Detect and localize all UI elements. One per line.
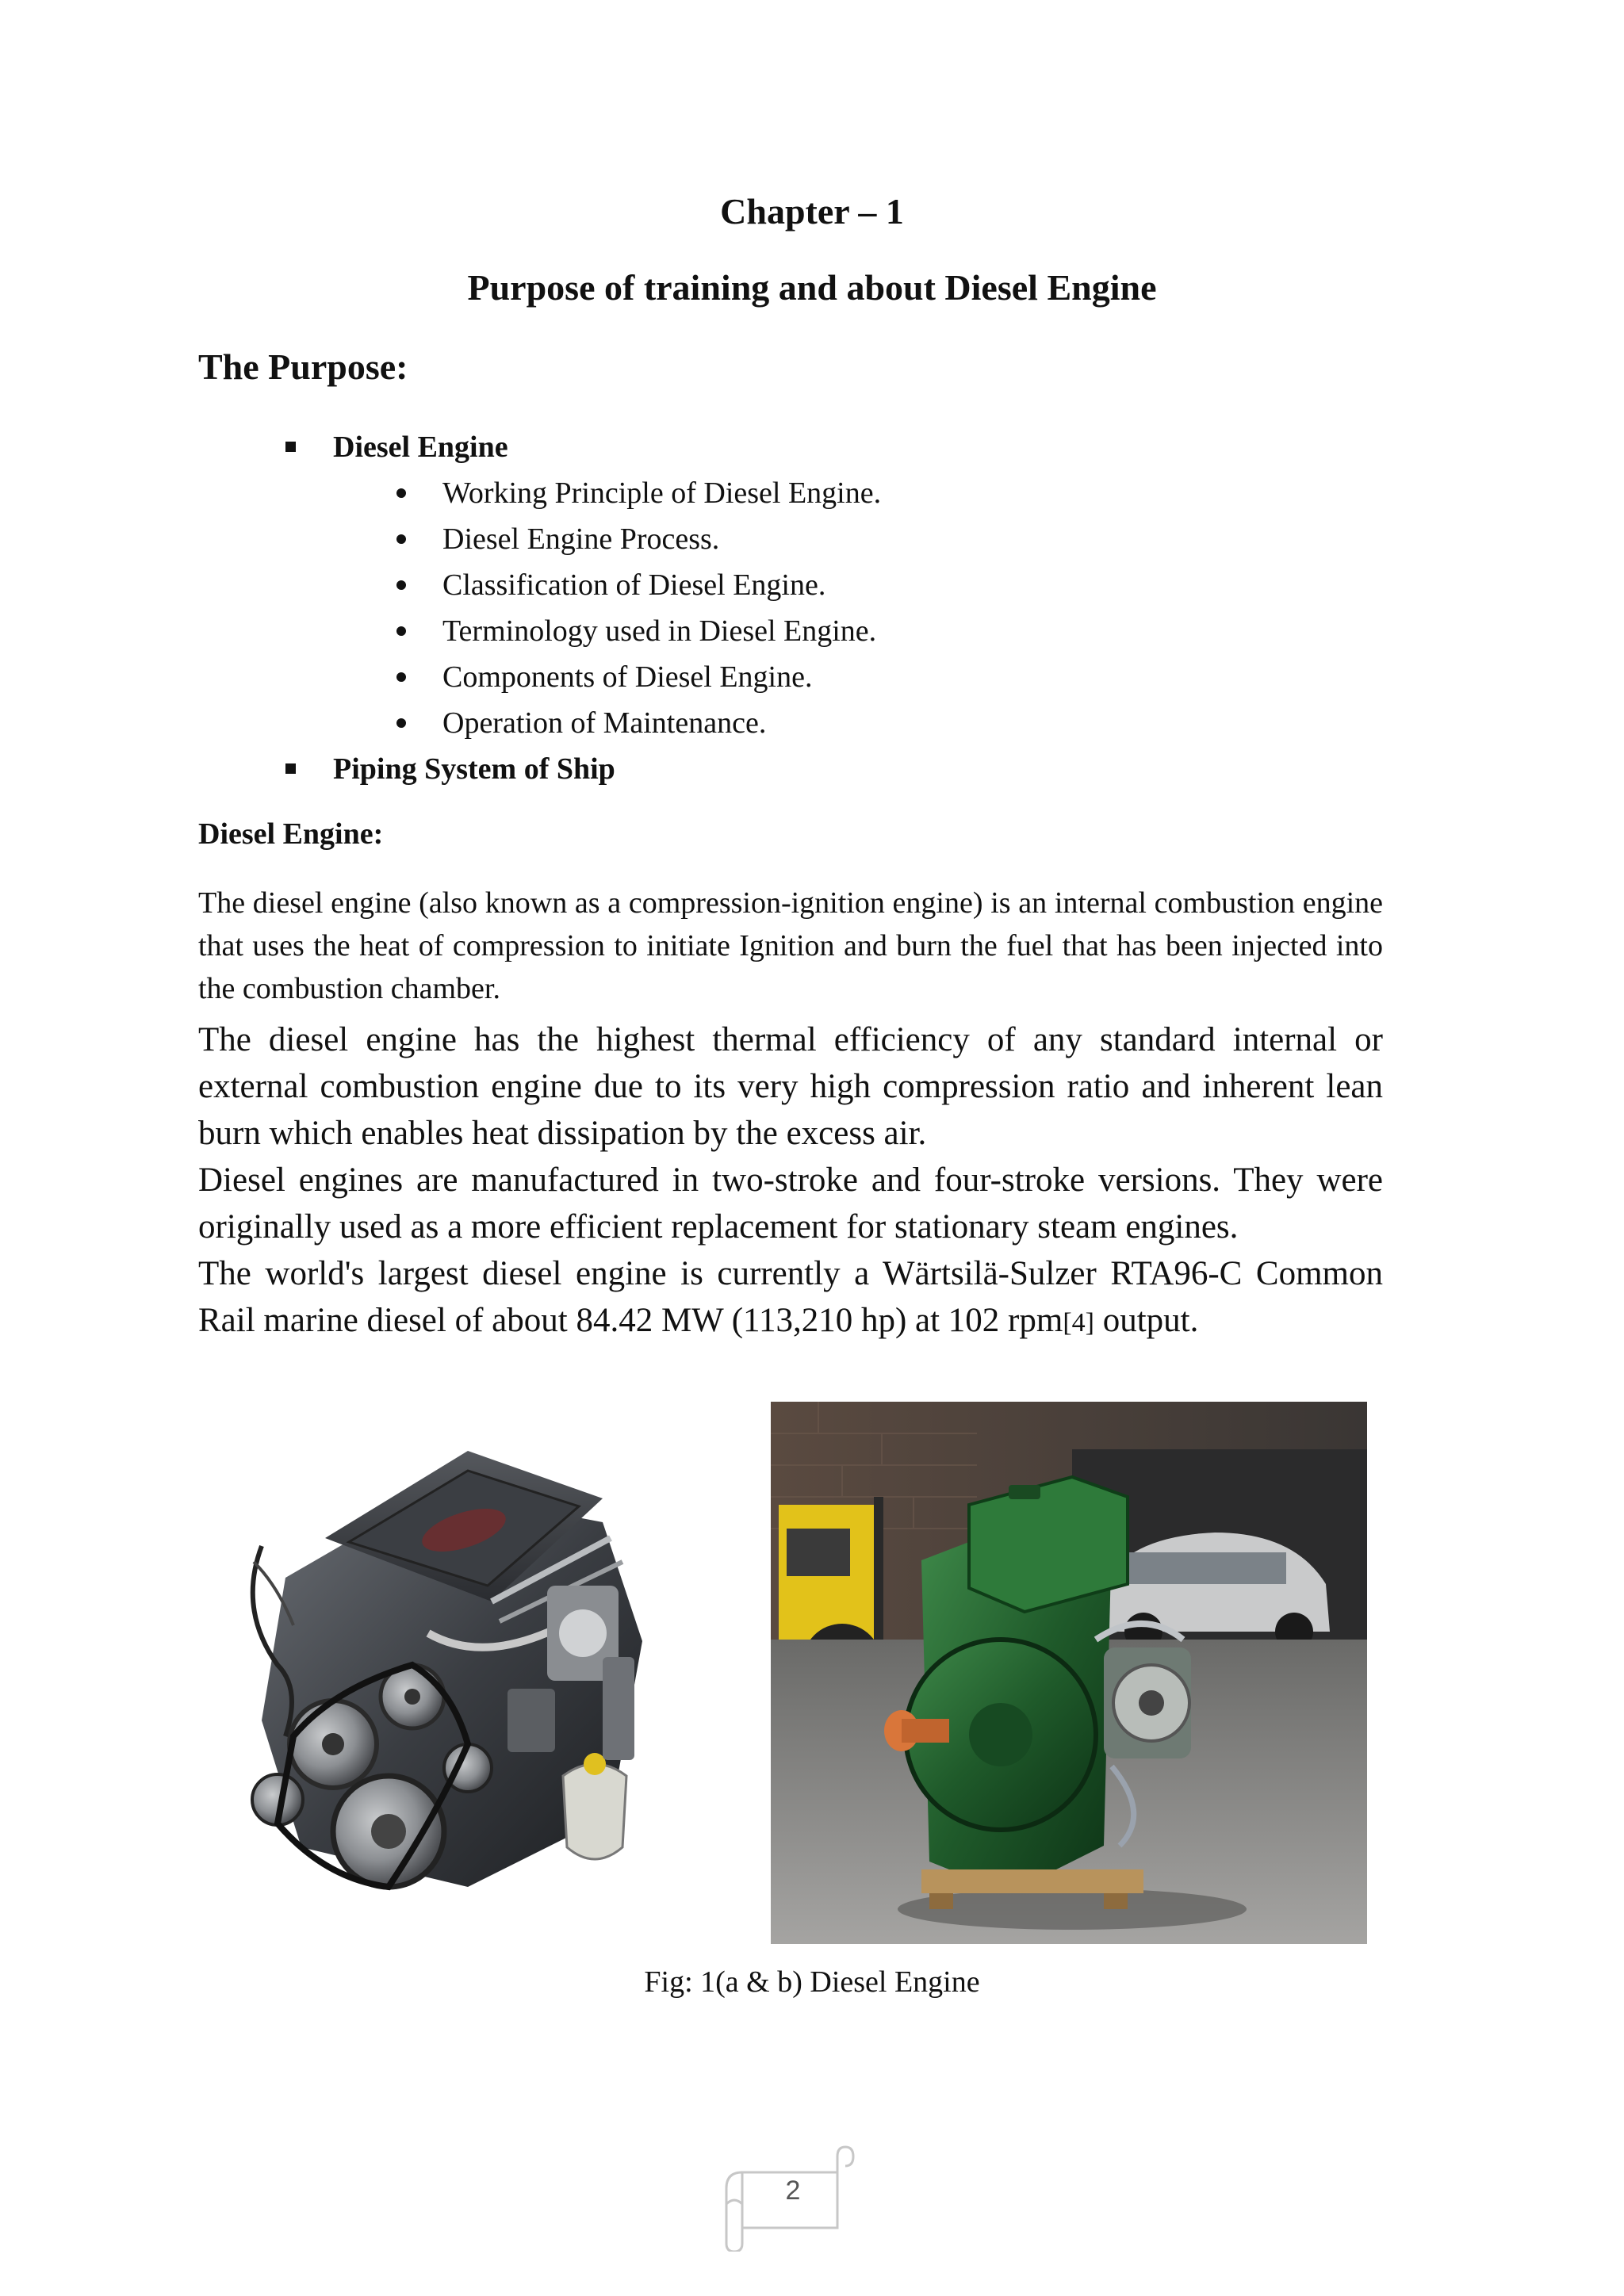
- diesel-subtopics: [198, 470, 1388, 746]
- paragraph: The world's largest diesel engine is currently a Wärtsilä-Sulzer RTA96-C Common Rail marine diesel of about 84.42 MW (113,210 hp) at 102 rpm[4] output.: [198, 1255, 1383, 1339]
- figure-caption: Fig: 1(a & b) Diesel Engine: [644, 1965, 980, 1999]
- list-item: Classification of Diesel Engine.: [198, 562, 1388, 608]
- list-item: Diesel Engine Process.: [198, 516, 1388, 562]
- topic-diesel-engine: [198, 424, 1388, 470]
- topic-label: Diesel Engine: [333, 430, 508, 464]
- section-heading: Diesel Engine:: [198, 817, 384, 851]
- round-bullet-icon: [396, 488, 406, 498]
- list-item: Components of Diesel Engine.: [198, 654, 1388, 700]
- paragraph: The diesel engine (also known as a compression-ignition engine) is an internal combustion engine that uses the heat of compression to initiate Ignition and burn the fuel that has been injected into the combustion chamber.: [198, 886, 1383, 1005]
- round-bullet-icon: [396, 626, 406, 636]
- reference-marker: [4]: [1063, 1308, 1094, 1337]
- list-item: Terminology used in Diesel Engine.: [198, 608, 1388, 654]
- engine-photo-a: [230, 1403, 706, 1911]
- page-number: 2: [785, 2175, 801, 2206]
- paragraph: The diesel engine has the highest thermal efficiency of any standard internal or external combustion engine due to its very high compression ratio and inherent lean burn which enables heat dissipation by the excess air.: [198, 1021, 1383, 1152]
- chapter-subtitle: Purpose of training and about Diesel Engine: [467, 267, 1157, 308]
- topic-piping-system: [198, 746, 1388, 792]
- purpose-list: [198, 424, 1388, 792]
- engine-photo-b: [771, 1402, 1367, 1944]
- list-item: Working Principle of Diesel Engine.: [198, 470, 1388, 516]
- purpose-heading: The Purpose:: [198, 346, 408, 387]
- list-item: Operation of Maintenance.: [198, 700, 1388, 746]
- paragraph: Diesel engines are manufactured in two-stroke and four-stroke versions. They were originally used as a more efficient replacement for stationary steam engines.: [198, 1161, 1383, 1246]
- square-bullet-icon: [285, 763, 296, 774]
- round-bullet-icon: [396, 718, 406, 728]
- square-bullet-icon: [285, 442, 296, 452]
- chapter-title: Chapter – 1: [720, 191, 904, 232]
- round-bullet-icon: [396, 534, 406, 544]
- topic-label: Piping System of Ship: [333, 752, 615, 786]
- round-bullet-icon: [396, 672, 406, 682]
- round-bullet-icon: [396, 580, 406, 590]
